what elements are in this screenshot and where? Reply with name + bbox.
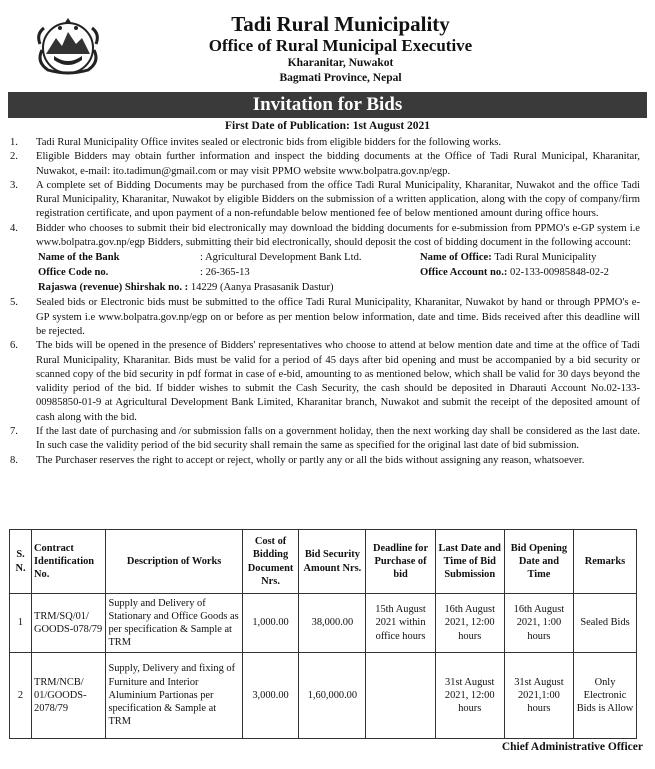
list-item: 3. A complete set of Bidding Documents may be purchased from the office Tadi Rural Municipality, Kharanitar, Nuwakot and the office Tadi Rural Municipality, Kharanitar, Nuwakot by eligible Bidders on the submission of a written application, along with the copy of company/firm registration certificate, and upon payment of a non-refundable below mentioned fee of below mentioned amount during office hours. [10, 179, 640, 220]
office-code-label: Office Code no. [38, 267, 109, 279]
office-name-field: Name of Office: Tadi Rural Municipality [420, 252, 597, 264]
header-cost: Cost of Bidding Document Nrs. [242, 530, 299, 594]
notice-header [0, 0, 655, 90]
bids-table [9, 529, 637, 739]
notice-banner: Invitation for Bids [8, 92, 647, 118]
header-deadline: Deadline for Purchase of bid [366, 530, 435, 594]
header-description: Description of Works [106, 530, 242, 594]
list-item: 7. If the last date of purchasing and /or submission falls on a government holiday, then the next working day shall be considered as the last date. In such case the validity period of the bid security shall remain the same as specified for the original last date of bid submission. [10, 426, 640, 452]
list-item: 6. The bids will be opened in the presence of Bidders' representatives who choose to attend at below mention date and time at the office of Tadi Rural Municipality, Kharanitar. Bids must be valid for a period of 45 days after bid opening and must be accompanied by a bid security or scanned copy of the bid security in pdf format in case of e-bid, amounting to as mentioned below, which shall be valid for 30 days beyond the validity period of the bid. If bidder wishes to submit the Cash Security, the cash should be deposited in Dharauti Account No.02-133-00985850-01-9 at Agricultural Development Bank Limited, Kharanitar branch, Nuwakot and submit the receipt of the deposited amount of cash along with the bid. [10, 340, 640, 423]
header-submission: Last Date and Time of Bid Submission [435, 530, 504, 594]
header-contract-id: Contract Identification No. [32, 530, 106, 594]
list-item: 4. Bidder who chooses to submit their bid electronically may download the bidding documents for e-submission from PPMO's e-GP system i.e www.bolpatra.gov.np/egp Bidders, submitting their bid electronically, should deposit the cost of bidding document in the following account: [10, 222, 640, 249]
rajaswa-field: Rajaswa (revenue) Shirshak no. : 14229 (Aanya Prasasanik Dastur) [38, 282, 334, 294]
bid-terms-list [10, 136, 640, 468]
header-security: Bid Security Amount Nrs. [299, 530, 366, 594]
office-address: Kharanitar, Nuwakot [287, 57, 394, 69]
list-item: 1. Tadi Rural Municipality Office invites sealed or electronic bids from eligible bidders for the following works. [10, 137, 502, 148]
table-header-row [10, 530, 637, 594]
publication-date: First Date of Publication: 1st August 2021 [224, 120, 431, 132]
province: Bagmati Province, Nepal [279, 72, 402, 84]
table-row: 2 TRM/NCB/ 01/GOODS-2078/79 Supply, Delivery and fixing of Furniture and Interior Aluminium Partionas per specification & Sample at TRM 3,000.00 1,60,000.00 31st August 2021, 12:00 hours 31st August 2021,1:00 hours Only Electronic Bids is Allow [10, 653, 637, 739]
list-item: 5. Sealed bids or Electronic bids must be submitted to the office Tadi Rural Municipality, Kharanitar, Nuwakot by hand or through PPMO's e-GP system i.e www.bolpatra.gov.np/egp on or before as per mention below information, date and time. Bids received after this deadline will be rejected. [10, 297, 640, 337]
office-account-field: Office Account no.: 02-133-00985848-02-2 [420, 267, 609, 279]
bank-name-value: : Agricultural Development Bank Ltd. [200, 252, 362, 264]
office-name: Office of Rural Municipal Executive [208, 36, 473, 55]
list-item: 2. Eligible Bidders may obtain further information and inspect the bidding documents at the Office of Tadi Rural Municipal, Kharanitar, Nuwakot, e-mail: ito.tadimun@gmail.com or may visit PPMO website www.bolpatra.gov.np/egp. [10, 151, 640, 177]
office-code-value: : 26-365-13 [200, 267, 250, 279]
municipality-name: Tadi Rural Municipality [231, 12, 450, 36]
header-sn: S. N. [10, 530, 32, 594]
signatory: Chief Administrative Officer [501, 741, 643, 753]
bank-account-details [10, 250, 640, 296]
header-remarks: Remarks [574, 530, 637, 594]
bank-name-label: Name of the Bank [38, 252, 120, 264]
table-row: 1 TRM/SQ/01/ GOODS-078/79 Supply and Delivery of Stationary and Office Goods as per specification & Sample at TRM 1,000.00 38,000.00 15th August 2021 within office hours 16th August 2021, 12:00 hours 16th August 2021, 1:00 hours Sealed Bids [10, 594, 637, 653]
list-item: 8. The Purchaser reserves the right to accept or reject, wholly or partly any or all the bids without assigning any reason, whatsoever. [10, 454, 585, 466]
header-opening: Bid Opening Date and Time [504, 530, 573, 594]
